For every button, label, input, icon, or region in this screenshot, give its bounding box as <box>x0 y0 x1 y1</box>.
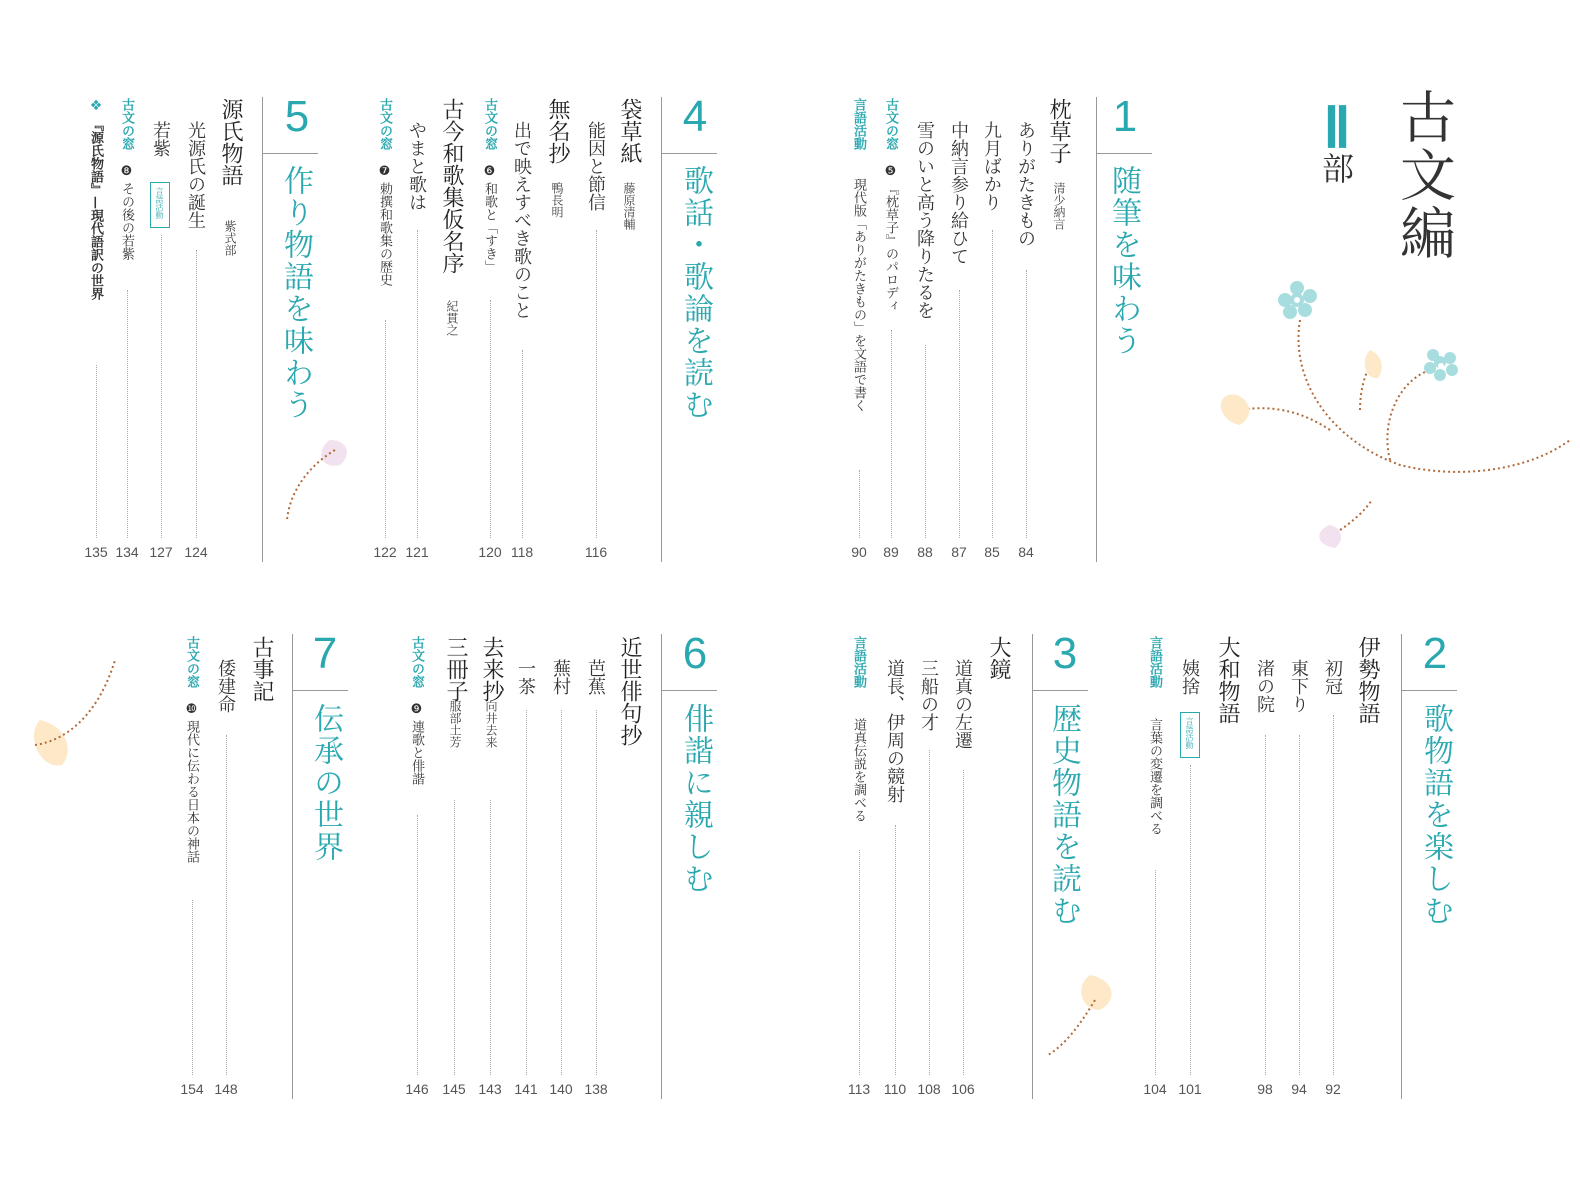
chapter-title: 随筆を味わう <box>1106 165 1141 357</box>
gengo-katsudo-badge: 言語活動 <box>150 182 170 228</box>
page-number: 90 <box>851 544 867 560</box>
chapter-title: 歌話・歌論を読む <box>678 165 713 421</box>
work-author: 紫式部 <box>223 220 237 256</box>
page-number: 87 <box>951 544 967 560</box>
page-number: 84 <box>1018 544 1034 560</box>
kobun-no-mado-label: 古文の窓 <box>482 98 497 150</box>
toc-item: 『枕草子』のパロディ <box>883 182 898 312</box>
chapter-number: 3 <box>1052 629 1078 678</box>
kobun-no-mado-label: 古文の窓 <box>883 98 898 150</box>
toc-item: 三船の才 <box>918 659 939 731</box>
page-number: 127 <box>149 544 173 560</box>
toc-item: 倭建命 <box>215 659 236 713</box>
work-title: 伊勢物語 <box>1355 636 1380 724</box>
page-number: 148 <box>214 1081 238 1097</box>
toc-item: 初冠 <box>1322 659 1343 695</box>
chapter-number: 4 <box>682 92 708 141</box>
toc-item: 蕪村 <box>550 659 571 695</box>
page-number: 85 <box>984 544 1000 560</box>
mado-number: ❽ <box>119 164 134 179</box>
kobun-no-mado-label: 古文の窓 <box>119 98 134 150</box>
page-number: 145 <box>442 1081 466 1097</box>
work-title: 枕草子 <box>1046 98 1071 164</box>
part-roman-numeral: Ⅱ <box>1323 98 1351 160</box>
toc-item: 現代に伝わる日本の神話 <box>184 720 199 863</box>
chapter-title: 伝承の世界 <box>308 703 343 863</box>
part-title: 古文編 <box>1391 88 1456 262</box>
toc-item: 光源氏の誕生 <box>185 121 206 229</box>
page-number: 113 <box>847 1081 871 1097</box>
chapter-title: 俳諧に親しむ <box>678 703 713 895</box>
page-number: 140 <box>549 1081 573 1097</box>
page-number: 106 <box>951 1081 975 1097</box>
work-title: 去来抄 <box>479 636 504 702</box>
toc-item: 和歌と「すき」 <box>482 182 497 273</box>
page-number: 94 <box>1291 1081 1307 1097</box>
work-author: 紀貫之 <box>445 300 459 336</box>
page-number: 134 <box>115 544 139 560</box>
chapter-number: 1 <box>1112 92 1138 141</box>
work-author: 鴨長明 <box>550 182 564 218</box>
toc-item: 道長、伊周の競射 <box>884 659 905 803</box>
page-number: 92 <box>1325 1081 1341 1097</box>
toc-item: 道真の左遷 <box>952 659 973 749</box>
mado-number: ❼ <box>377 164 392 179</box>
diamond-icon: ❖ <box>88 98 104 114</box>
mado-number: ❺ <box>883 164 898 179</box>
toc-item: 芭蕉 <box>585 659 606 695</box>
page-number: 88 <box>917 544 933 560</box>
page-number: 104 <box>1143 1081 1167 1097</box>
page-number: 110 <box>883 1081 907 1097</box>
toc-item: 道真伝説を調べる <box>851 718 866 822</box>
toc-item: 勅撰和歌集の歴史 <box>377 182 392 286</box>
toc-item: 出で映えすべき歌のこと <box>511 121 532 319</box>
toc-item: 一茶 <box>515 659 536 695</box>
toc-item: 東下り <box>1288 659 1309 713</box>
work-title: 袋草紙 <box>617 98 642 164</box>
toc-item: やまと歌は <box>406 121 427 211</box>
page-number: 124 <box>184 544 208 560</box>
kobun-no-mado-label: 古文の窓 <box>409 636 424 688</box>
page-number: 143 <box>478 1081 502 1097</box>
page-number: 154 <box>180 1081 204 1097</box>
page-number: 116 <box>584 544 608 560</box>
page-number: 118 <box>510 544 534 560</box>
chapter-title: 歌物語を楽しむ <box>1418 703 1453 927</box>
chapter-number: 6 <box>682 629 708 678</box>
page-number: 138 <box>584 1081 608 1097</box>
toc-item: ありがたきもの <box>1015 121 1036 247</box>
toc-item: 連歌と俳諧 <box>409 720 424 785</box>
work-author: 服部土芳 <box>448 700 462 748</box>
page-number: 89 <box>883 544 899 560</box>
kobun-no-mado-label: 古文の窓 <box>184 636 199 688</box>
toc-item: 雪のいと高う降りたるを <box>914 121 935 319</box>
work-author: 清少納言 <box>1052 182 1066 230</box>
part-bu: 部 <box>1317 152 1355 184</box>
gengo-katsudo-label: 言語活動 <box>851 636 866 688</box>
page-number: 135 <box>84 544 108 560</box>
work-title: 源氏物語 <box>218 98 243 186</box>
work-title: 大和物語 <box>1215 636 1240 724</box>
page-number: 141 <box>514 1081 538 1097</box>
chapter-number: 5 <box>284 92 310 141</box>
page-number: 108 <box>917 1081 941 1097</box>
gengo-katsudo-label: 言語活動 <box>1147 636 1162 688</box>
toc-item: 姨捨 <box>1179 659 1200 695</box>
mado-number: ❻ <box>482 164 497 179</box>
page-number: 146 <box>405 1081 429 1097</box>
page-number: 120 <box>478 544 502 560</box>
toc-item: 現代版「ありがたきもの」を文語で書く <box>851 178 866 412</box>
gengo-katsudo-label: 言語活動 <box>851 98 866 150</box>
work-author: 向井去来 <box>484 700 498 748</box>
toc-item: 中納言参り給ひて <box>948 121 969 265</box>
toc-item: 能因と節信 <box>585 121 606 211</box>
kobun-no-mado-label: 古文の窓 <box>377 98 392 150</box>
mado-number: ❾ <box>409 702 424 717</box>
chapter-number: 2 <box>1422 629 1448 678</box>
toc-item: 九月ばかり <box>981 121 1002 211</box>
chapter-title: 歴史物語を読む <box>1046 703 1081 927</box>
page-number: 98 <box>1257 1081 1273 1097</box>
toc-item: 『源氏物語』—現代語訳の世界 <box>88 118 103 300</box>
chapter-title: 作り物語を味わう <box>278 165 313 421</box>
work-title: 大鏡 <box>986 636 1011 680</box>
work-title: 無名抄 <box>545 98 570 164</box>
toc-item: その後の若紫 <box>119 182 134 260</box>
page-number: 121 <box>405 544 429 560</box>
work-title: 古今和歌集仮名序 <box>439 98 464 274</box>
page-number: 122 <box>373 544 397 560</box>
work-title: 三冊子 <box>443 636 468 702</box>
toc-item: 渚の院 <box>1254 659 1275 713</box>
chapter-number: 7 <box>312 629 338 678</box>
work-title: 古事記 <box>249 636 274 702</box>
gengo-katsudo-badge: 言語活動 <box>1180 712 1200 758</box>
page-number: 101 <box>1178 1081 1202 1097</box>
mado-number: ❿ <box>184 702 199 717</box>
work-title: 近世俳句抄 <box>617 636 642 746</box>
toc-item: 若紫 <box>150 121 171 157</box>
toc-item: 言葉の変遷を調べる <box>1147 718 1162 835</box>
work-author: 藤原清輔 <box>622 182 636 230</box>
